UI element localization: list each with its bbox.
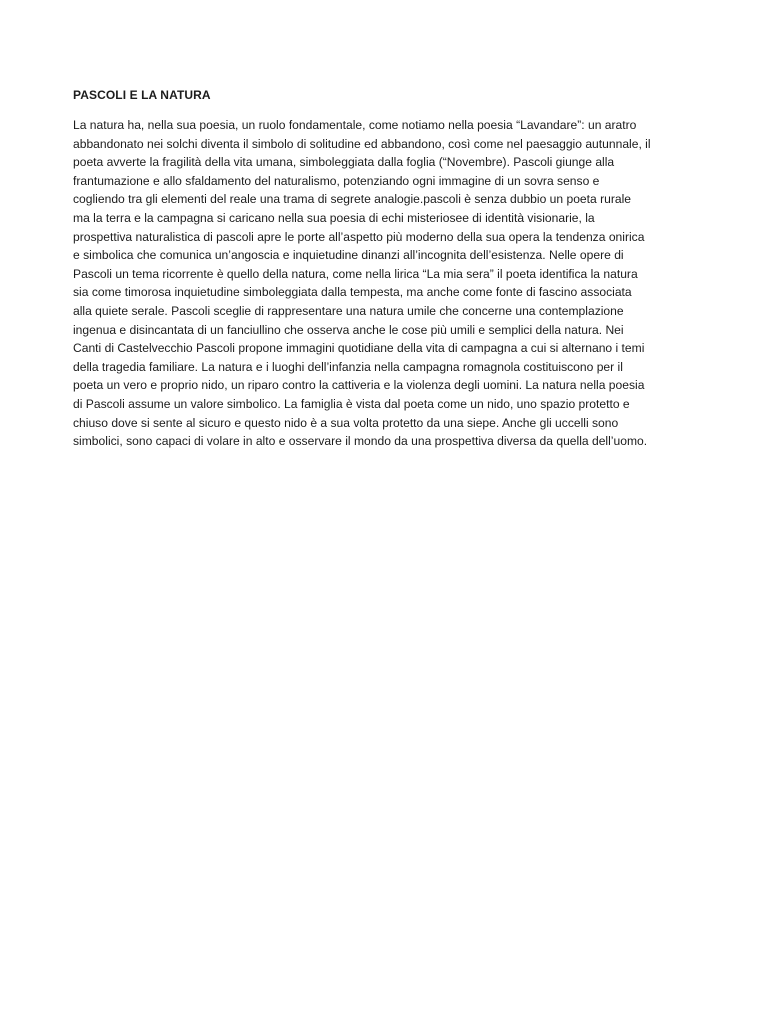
body-line: Pascoli un tema ricorrente è quello della natura, come nella lirica “La mia sera” il poeta identifica la natura (73, 266, 638, 281)
body-line: poeta un vero e proprio nido, un riparo contro la cattiveria e la violenza degli uomini. La natura nella poesia (73, 378, 645, 393)
body-line: di Pascoli assume un valore simbolico. La famiglia è vista dal poeta come un nido, uno spazio protetto e (73, 396, 630, 411)
body-line: simbolici, sono capaci di volare in alto e osservare il mondo da una prospettiva diversa da quella dell’uomo. (73, 434, 648, 449)
body-line: chiuso dove si sente al sicuro e questo nido è a sua volta protetto da una siepe. Anche gli uccelli sono (73, 415, 619, 430)
body-line: ingenua e disincantata di un fanciullino che osserva anche le cose più umili e semplici della natura. Nei (73, 322, 624, 337)
body-line: sia come timorosa inquietudine simboleggiata dalla tempesta, ma anche come fonte di fascino associata (73, 285, 632, 300)
body-line: frantumazione e allo sfaldamento del naturalismo, potenziando ogni immagine di un sovra senso e (73, 173, 600, 188)
body-line: La natura ha, nella sua poesia, un ruolo fondamentale, come notiamo nella poesia “Lavandare”: un aratro (73, 118, 637, 132)
body-line: cogliendo tra gli elementi del reale una trama di segrete analogie.pascoli è senza dubbio un poeta rurale (73, 192, 632, 207)
body-line: ma la terra e la campagna si caricano nella sua poesia di echi misteriosee di identità visionarie, la (73, 210, 595, 225)
body-line: Canti di Castelvecchio Pascoli propone immagini quotidiane della vita di campagna a cui si alternano i temi (73, 341, 645, 356)
body-line: poeta avverte la fragilità della vita umana, simboleggiata dalla foglia (“Novembre). Pascoli giunge alla (73, 155, 615, 170)
body-line: della tragedia familiare. La natura e i luoghi dell’infanzia nella campagna romagnola costituiscono per il (73, 359, 623, 374)
document-title: PASCOLI E LA NATURA (73, 88, 211, 102)
body-line: e simbolica che comunica un’angoscia e inquietudine dinanzi all’incognita dell’esistenza. Nelle opere di (73, 248, 624, 263)
document-body (73, 116, 703, 451)
body-line: alla quiete serale. Pascoli sceglie di rappresentare una natura umile che concerne una contemplazione (73, 303, 624, 318)
body-line: prospettiva naturalistica di pascoli apre le porte all’aspetto più moderno della sua opera la tendenza onirica (73, 229, 645, 244)
body-line: abbandonato nei solchi diventa il simbolo di solitudine ed abbandono, così come nel paesaggio autunnale, il (73, 136, 651, 151)
